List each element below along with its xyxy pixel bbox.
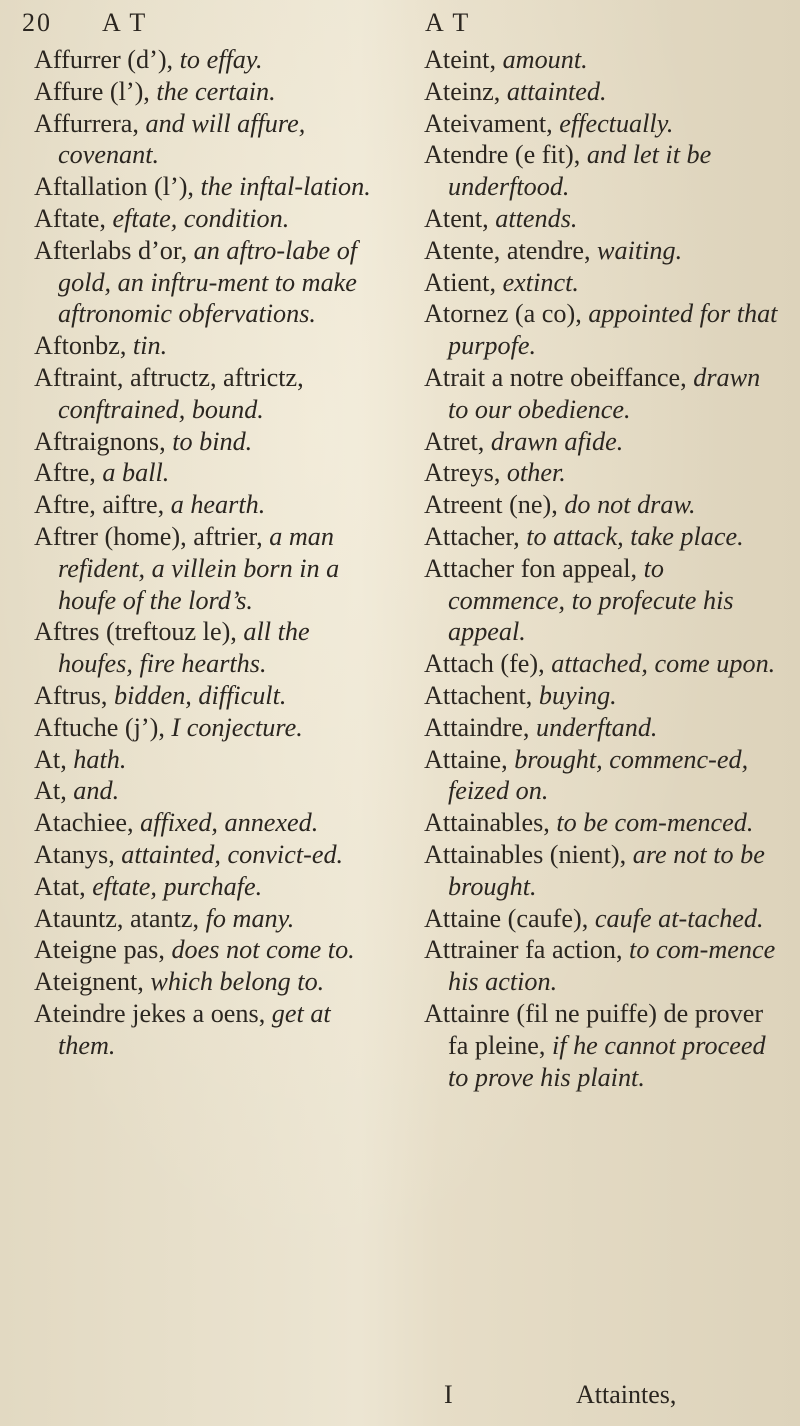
headword: Affurrera, [34, 108, 146, 138]
headword: Atachiee, [34, 808, 141, 838]
glossary-entry [424, 839, 786, 903]
left-column [34, 44, 379, 1062]
glossary-entry [424, 235, 786, 267]
headword: Ateivament, [424, 108, 560, 138]
glossary-entry [34, 903, 379, 935]
definition: a ball. [102, 458, 170, 488]
headword: Atient, [424, 267, 503, 297]
headword: Atendre (e fit), [424, 140, 587, 170]
glossary-entry [34, 839, 379, 871]
definition: an aftro-labe of gold, an inftru-ment to make aftronomic obfervations. [58, 235, 358, 329]
glossary-entry [34, 966, 379, 998]
definition: and. [73, 776, 120, 806]
glossary-entry [34, 616, 379, 680]
definition: a man refident, a villein born in a houfe of the lord’s. [58, 521, 340, 615]
glossary-entry [424, 553, 786, 648]
definition: attainted, convict-ed. [121, 839, 344, 869]
definition: fo many. [205, 903, 295, 933]
definition: to bind. [172, 426, 253, 456]
definition: a hearth. [170, 490, 266, 520]
glossary-entry [34, 235, 379, 330]
glossary-entry [34, 489, 379, 521]
glossary-entry [424, 76, 786, 108]
definition: to commence, to profecute his appeal. [448, 553, 734, 647]
glossary-entry [424, 362, 786, 426]
headword: At, [34, 776, 74, 806]
catchword: Attaintes, [576, 1380, 677, 1409]
headword: Attainables (nient), [424, 839, 633, 869]
glossary-entry [34, 934, 379, 966]
glossary-entry [34, 108, 379, 172]
glossary-entry [34, 712, 379, 744]
glossary-entry [424, 489, 786, 521]
headword: Aftuche (j’), [34, 712, 172, 742]
headword: Affurrer (d’), [34, 45, 180, 74]
headword: Attach (fe), [424, 649, 552, 679]
headword: Ateignent, [34, 967, 151, 997]
headword: Ateindre jekes a oens, [34, 998, 272, 1028]
headword: Aftrer (home), aftrier, [34, 521, 270, 551]
glossary-entry [424, 457, 786, 489]
definition: drawn afide. [490, 426, 624, 456]
headword: Aftraignons, [34, 426, 173, 456]
glossary-entry [34, 330, 379, 362]
definition: get at them. [58, 998, 331, 1060]
glossary-entry [424, 203, 786, 235]
headword: Atent, [424, 203, 496, 233]
glossary-entry [424, 267, 786, 299]
headword: Atornez (a co), [424, 299, 589, 329]
glossary-entry [424, 903, 786, 935]
glossary-entry [424, 298, 786, 362]
definition: to com-mence his action. [448, 935, 776, 997]
definition: do not draw. [564, 490, 696, 520]
definition: conftrained, bound. [58, 394, 264, 424]
headword: Attacher fon appeal, [424, 553, 644, 583]
running-head-right: A T [425, 8, 471, 37]
headword: Atreent (ne), [424, 490, 565, 520]
definition: drawn to our obedience. [448, 362, 761, 424]
definition: attached, come upon. [551, 649, 776, 679]
glossary-entry [34, 998, 379, 1062]
headword: Attrainer fa action, [424, 935, 630, 965]
glossary-entry [34, 426, 379, 458]
headword: Attainables, [424, 808, 557, 838]
headword: Atret, [424, 426, 491, 456]
definition: amount. [502, 45, 588, 74]
definition: affixed, annexed. [140, 808, 319, 838]
headword: Atente, atendre, [424, 235, 598, 265]
headword: Attachent, [424, 680, 539, 710]
definition: and let it be underftood. [448, 140, 712, 202]
definition: attainted. [506, 76, 607, 106]
glossary-entry [424, 712, 786, 744]
headword: Atreys, [424, 458, 507, 488]
headword: Ateint, [424, 45, 503, 74]
signature-mark: I [444, 1380, 453, 1409]
headword: Aftre, aiftre, [34, 490, 171, 520]
headword: Attaine, [424, 744, 515, 774]
definition: caufe at-tached. [594, 903, 764, 933]
definition: buying. [538, 680, 617, 710]
headword: Attainre (fil ne puiffe) de prover fa pleine, [424, 998, 764, 1060]
glossary-entry [34, 521, 379, 616]
page-number: 20 [22, 8, 52, 37]
definition: brought, commenc-ed, feized on. [448, 744, 749, 806]
glossary-entry [424, 680, 786, 712]
glossary-entry [34, 457, 379, 489]
glossary-entry [424, 44, 786, 76]
headword: Atauntz, atantz, [34, 903, 206, 933]
definition: underftand. [536, 712, 658, 742]
definition: hath. [73, 744, 127, 774]
glossary-entry [424, 108, 786, 140]
headword: Afterlabs d’or, [34, 235, 194, 265]
definition: bidden, difficult. [114, 680, 287, 710]
glossary-entry [34, 44, 379, 76]
definition: all the houfes, fire hearths. [58, 617, 310, 679]
glossary-entry [424, 744, 786, 808]
definition: attends. [495, 203, 578, 233]
headword: Atat, [34, 871, 93, 901]
headword: Attaindre, [424, 712, 536, 742]
definition: which belong to. [150, 967, 325, 997]
headword: Aftate, [34, 203, 113, 233]
glossary-entry [34, 203, 379, 235]
glossary-entry [424, 648, 786, 680]
glossary-entry [34, 76, 379, 108]
glossary-entry [424, 426, 786, 458]
headword: Attaine (caufe), [424, 903, 595, 933]
glossary-entry [424, 934, 786, 998]
glossary-entry [34, 871, 379, 903]
headword: At, [34, 744, 74, 774]
right-column [424, 44, 786, 1093]
definition: tin. [132, 331, 168, 361]
definition: and will affure, covenant. [58, 108, 306, 170]
glossary-entry [34, 680, 379, 712]
glossary-entry [34, 362, 379, 426]
headword: Aftre, [34, 458, 103, 488]
definition: to attack, take place. [526, 521, 744, 551]
definition: appointed for that purpofe. [448, 299, 778, 361]
headword: Aftraint, aftructz, aftrictz, [34, 362, 304, 392]
definition: effectually. [559, 108, 674, 138]
headword: Attacher, [424, 521, 527, 551]
definition: to be com-menced. [556, 808, 754, 838]
glossary-entry [34, 775, 379, 807]
headword: Atrait a notre obeiffance, [424, 362, 694, 392]
definition: if he cannot proceed to prove his plaint. [448, 1030, 766, 1092]
definition: the certain. [156, 76, 276, 106]
definition: extinct. [502, 267, 579, 297]
headword: Ateigne pas, [34, 935, 172, 965]
definition: eftate, purchafe. [92, 871, 263, 901]
definition: I conjecture. [171, 712, 303, 742]
headword: Aftrus, [34, 680, 115, 710]
headword: Affure (l’), [34, 76, 157, 106]
glossary-entry [424, 998, 786, 1093]
glossary-entry [34, 744, 379, 776]
headword: Aftonbz, [34, 331, 133, 361]
glossary-entry [34, 807, 379, 839]
definition: other. [506, 458, 566, 488]
headword: Atanys, [34, 839, 122, 869]
definition: are not to be brought. [448, 839, 765, 901]
definition: eftate, condition. [112, 203, 290, 233]
glossary-entry [424, 521, 786, 553]
running-head-left: A T [102, 8, 148, 37]
glossary-entry [424, 139, 786, 203]
definition: does not come to. [171, 935, 355, 965]
headword: Ateinz, [424, 76, 507, 106]
definition: the inftal-lation. [200, 172, 371, 202]
glossary-entry [424, 807, 786, 839]
headword: Aftallation (l’), [34, 172, 201, 202]
definition: to effay. [179, 45, 263, 74]
glossary-entry [34, 171, 379, 203]
definition: waiting. [597, 235, 683, 265]
headword: Aftres (treftouz le), [34, 617, 244, 647]
